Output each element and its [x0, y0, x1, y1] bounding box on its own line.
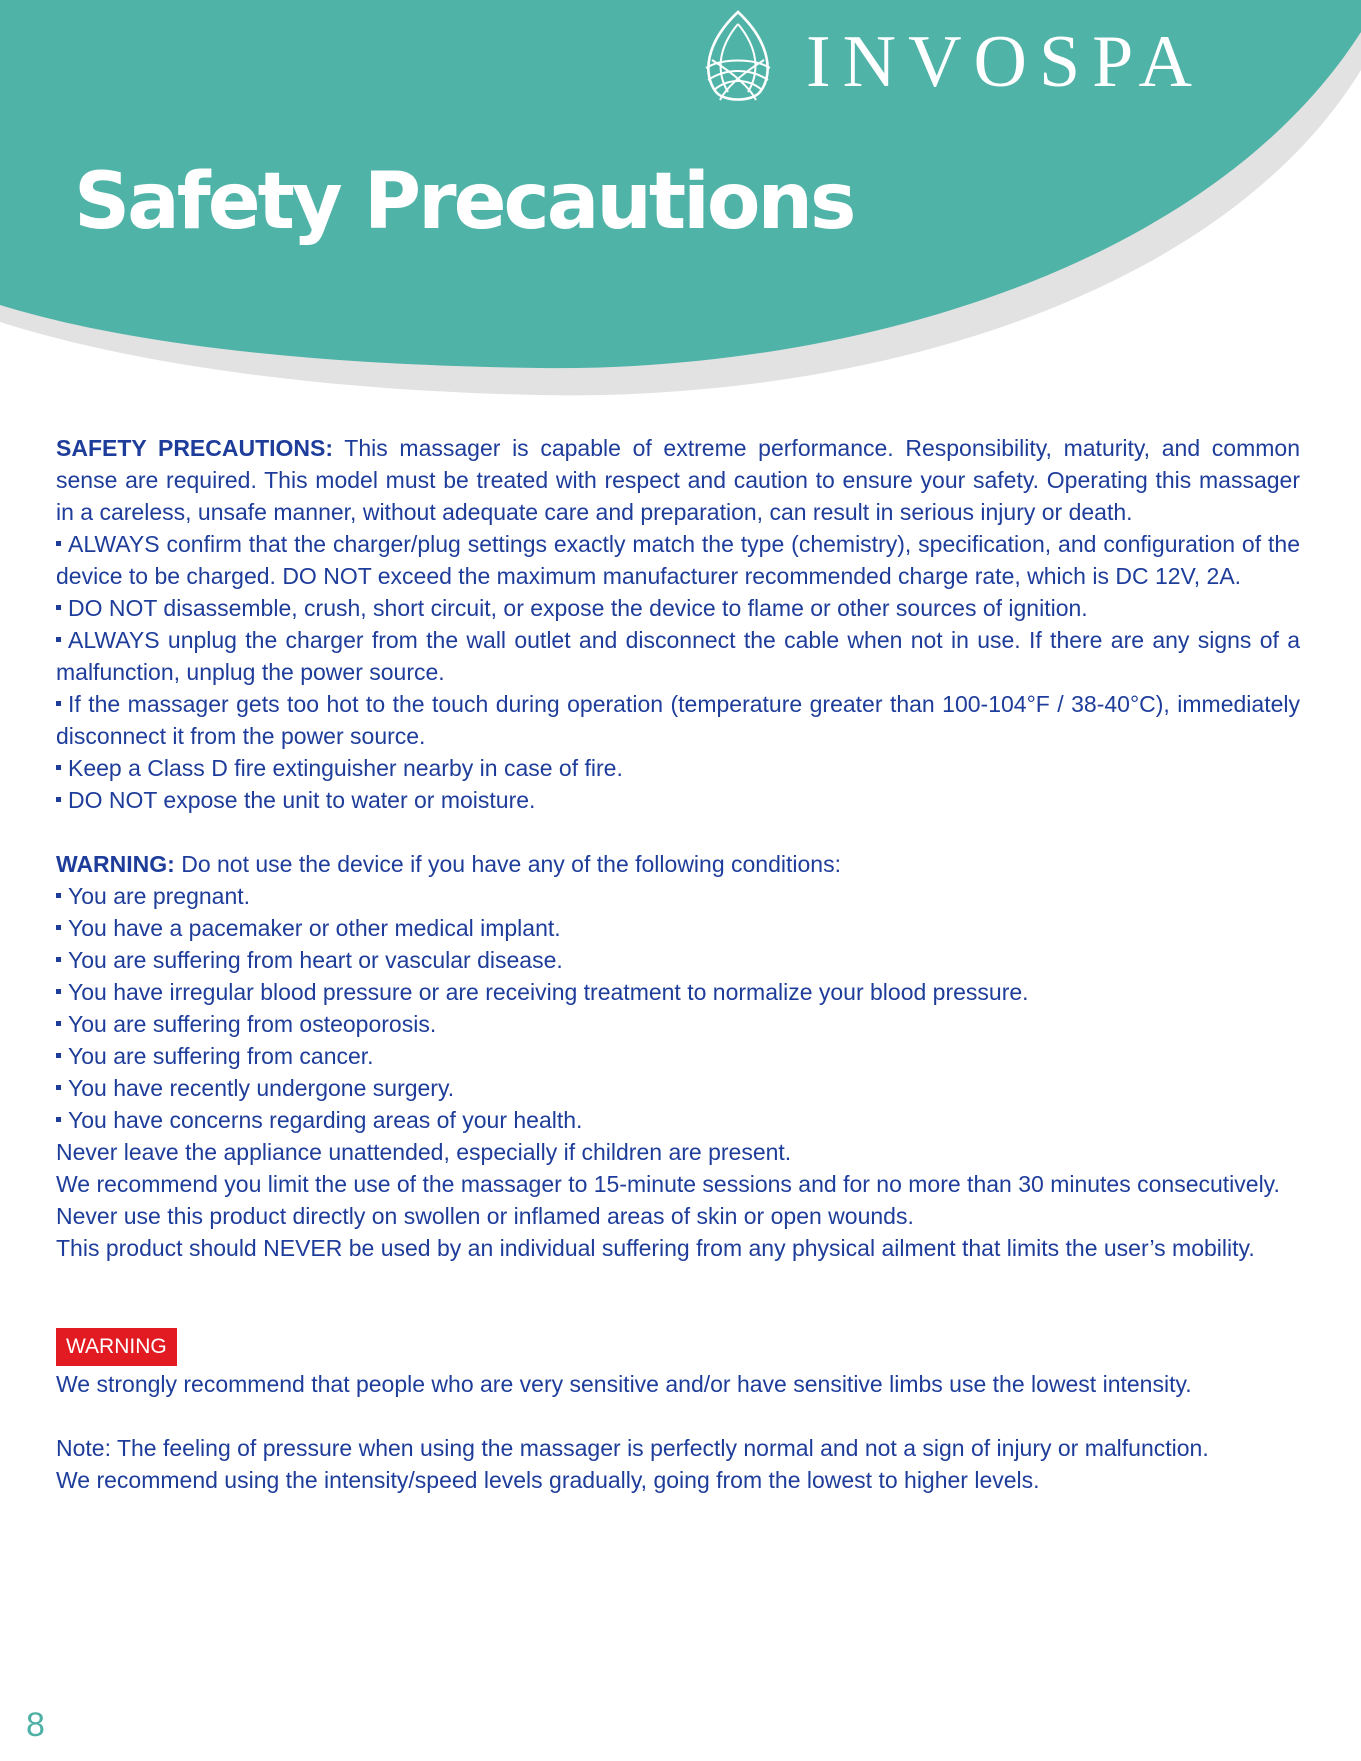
condition-item [56, 880, 1300, 912]
condition-text: You are suffering from cancer. [68, 1043, 374, 1069]
safety-bullet-text: DO NOT disassemble, crush, short circuit, or expose the device to flame or other sources of ignition. [68, 595, 1088, 621]
bullet-icon [56, 797, 61, 802]
warning-badge: WARNING [56, 1328, 177, 1366]
bullet-icon [56, 1117, 61, 1122]
content [56, 432, 1300, 1496]
warning-intro-text: Do not use the device if you have any of the following conditions: [174, 851, 841, 877]
bullet-icon [56, 765, 61, 770]
condition-text: You have concerns regarding areas of your health. [68, 1107, 583, 1133]
bullet-icon [56, 701, 61, 706]
spacer [56, 816, 1300, 848]
page-number: 8 [26, 1706, 45, 1744]
warning-note: Never use this product directly on swollen or inflamed areas of skin or open wounds. [56, 1203, 914, 1229]
condition-list [56, 880, 1300, 1136]
safety-bullet [56, 592, 1300, 624]
warning-intro [56, 848, 1300, 880]
safety-intro [56, 432, 1300, 528]
brand-logo [692, 8, 1204, 108]
note-line: Note: The feeling of pressure when using the massager is perfectly normal and not a sign of injury or malfunction. [56, 1435, 1209, 1461]
warning-section [56, 848, 1300, 1264]
condition-text: You have recently undergone surgery. [68, 1075, 455, 1101]
bullet-icon [56, 989, 61, 994]
condition-item [56, 1008, 1300, 1040]
safety-section [56, 432, 1300, 816]
safety-bullet [56, 528, 1300, 592]
warning-box-text: We strongly recommend that people who are very sensitive and/or have sensitive limbs use the lowest intensity. [56, 1371, 1192, 1397]
warning-lead: WARNING: [56, 851, 175, 877]
bullet-icon [56, 893, 61, 898]
condition-item [56, 1072, 1300, 1104]
bullet-icon [56, 925, 61, 930]
safety-bullet-text: Keep a Class D fire extinguisher nearby in case of fire. [68, 755, 623, 781]
safety-bullet-text: ALWAYS unplug the charger from the wall outlet and disconnect the cable when not in use. If there are any signs of a malfunction, unplug the power source. [56, 627, 1300, 685]
safety-bullet [56, 688, 1300, 752]
lotus-leaf-icon [692, 8, 784, 108]
bullet-icon [56, 637, 61, 642]
safety-bullet [56, 752, 1300, 784]
condition-text: You are suffering from heart or vascular disease. [68, 947, 563, 973]
condition-text: You have a pacemaker or other medical implant. [68, 915, 561, 941]
safety-bullet-text: If the massager gets too hot to the touch during operation (temperature greater than 100-104°F / 38-40°C), immediately disconnect it from the power source. [56, 691, 1300, 749]
condition-text: You have irregular blood pressure or are receiving treatment to normalize your blood pressure. [68, 979, 1029, 1005]
bullet-icon [56, 541, 61, 546]
safety-bullet [56, 784, 1300, 816]
condition-item [56, 1040, 1300, 1072]
safety-bullet-text: DO NOT expose the unit to water or moisture. [68, 787, 536, 813]
warning-note: Never leave the appliance unattended, especially if children are present. [56, 1139, 792, 1165]
bullet-icon [56, 605, 61, 610]
brand-name: INVOSPA [806, 21, 1204, 103]
safety-bullet-list [56, 528, 1300, 816]
warning-box [56, 1328, 1300, 1400]
warning-note: We recommend you limit the use of the massager to 15-minute sessions and for no more than 30 minutes consecutively. [56, 1171, 1280, 1197]
bullet-icon [56, 1021, 61, 1026]
condition-text: You are pregnant. [68, 883, 251, 909]
spacer [56, 1400, 1300, 1432]
safety-lead: SAFETY PRECAUTIONS: [56, 435, 334, 461]
condition-item [56, 976, 1300, 1008]
page-title: Safety Precautions [74, 157, 854, 247]
condition-item [56, 1104, 1300, 1136]
bullet-icon [56, 957, 61, 962]
bullet-icon [56, 1053, 61, 1058]
condition-text: You are suffering from osteoporosis. [68, 1011, 437, 1037]
condition-item [56, 912, 1300, 944]
spacer [56, 1264, 1300, 1328]
note-section [56, 1432, 1300, 1496]
condition-item [56, 944, 1300, 976]
warning-note: This product should NEVER be used by an individual suffering from any physical ailment that limits the user’s mobility. [56, 1235, 1255, 1261]
note-line: We recommend using the intensity/speed levels gradually, going from the lowest to higher levels. [56, 1467, 1040, 1493]
safety-bullet [56, 624, 1300, 688]
bullet-icon [56, 1085, 61, 1090]
safety-intro-text: This massager is capable of extreme performance. Responsibility, maturity, and common sense are required. This model must be treated with respect and caution to ensure your safety. Operating this massager in a careless, unsafe manner, without adequate care and preparation, can result in serious injury or death. [56, 435, 1300, 525]
safety-bullet-text: ALWAYS confirm that the charger/plug settings exactly match the type (chemistry), specification, and configuration of the device to be charged. DO NOT exceed the maximum manufacturer recommended charge rate, which is DC 12V, 2A. [56, 531, 1300, 589]
